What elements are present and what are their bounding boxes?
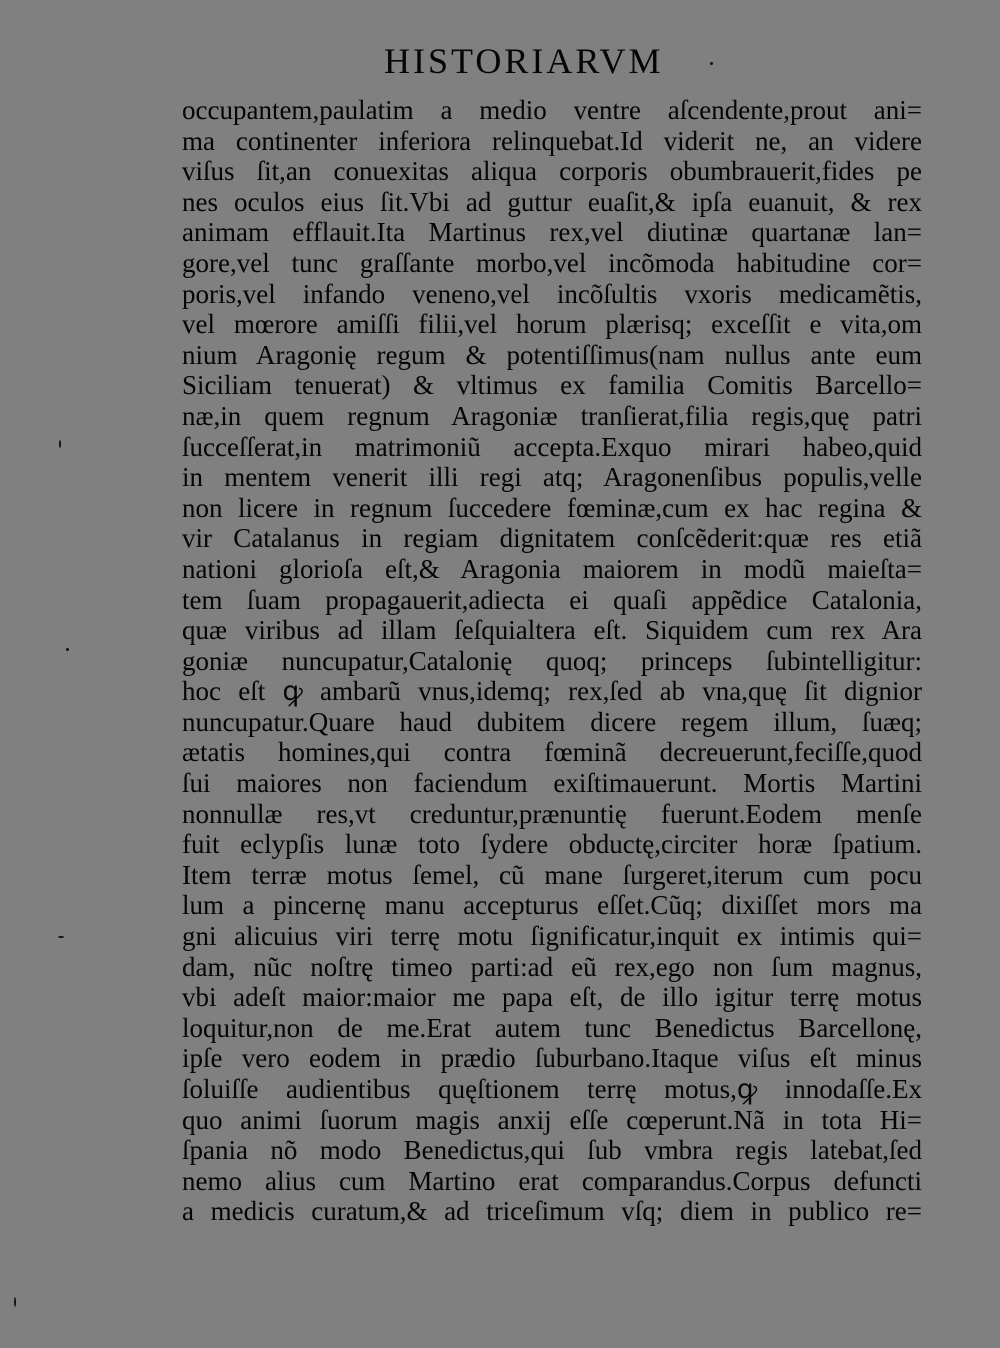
text-line: nuncupatur.Quare haud dubitem dicere regem illum, ſuæq;: [182, 706, 922, 737]
text-line: loquitur,non de me.Erat autem tunc Benedictus Barcellonę,: [182, 1012, 922, 1043]
scan-speck: [58, 936, 64, 938]
text-line: dam, nũc noſtrę timeo parti:ad eũ rex,ego non ſum magnus,: [182, 951, 922, 982]
text-line: a medicis curatum,& ad triceſimum vſq; diem in publico re=: [182, 1196, 922, 1227]
text-line: ma continenter inferiora relinquebat.Id viderit ne, an videre: [182, 125, 922, 156]
text-line: ſoluiſſe audientibus quęſtionem terrę motus,ꝙ innodaſſe.Ex: [182, 1074, 922, 1104]
text-line: vir Catalanus in regiam dignitatem conſcẽderit:quæ res etiã: [182, 523, 922, 554]
text-line: viſus ſit,an conuexitas aliqua corporis obumbrauerit,fides pe: [182, 156, 922, 187]
body-text: [182, 95, 922, 1227]
text-line: lum a pincernę manu accepturus eſſet.Cũq; dixiſſet mors ma: [182, 890, 922, 921]
text-line: Item terræ motus ſemel, cũ mane ſurgeret,iterum cum pocu: [182, 859, 922, 890]
scan-speck: [14, 1297, 16, 1307]
text-line: ſucceſſerat,in matrimoniũ accepta.Exquo mirari habeo,quid: [182, 431, 922, 462]
text-line: goniæ nuncupatur,Catalonię quoq; princeps ſubintelligitur:: [182, 645, 922, 676]
text-line: nationi glorioſa eſt,& Aragonia maiorem in modũ maieſta=: [182, 553, 922, 584]
text-line: nium Aragonię regum & potentiſſimus(nam nullus ante eum: [182, 339, 922, 370]
text-line: quæ viribus ad illam ſeſquialtera eſt. Siquidem cum rex Ara: [182, 615, 922, 646]
text-line: Siciliam tenuerat) & vltimus ex familia Comitis Barcello=: [182, 370, 922, 401]
text-line: ætatis homines,qui contra fœminã decreuerunt,feciſſe,quod: [182, 737, 922, 768]
text-line: tem ſuam propagauerit,adiecta ei quaſi appẽdice Catalonia,: [182, 584, 922, 615]
text-line: vbi adeſt maior:maior me papa eſt, de illo igitur terrę motus: [182, 982, 922, 1013]
scan-speck: [710, 62, 713, 65]
text-line: gni alicuius viri terrę motu ſignificatur,inquit ex intimis qui=: [182, 921, 922, 952]
text-line: nemo alius cum Martino erat comparandus.Corpus defuncti: [182, 1165, 922, 1196]
text-line: poris,vel infando veneno,vel incõſultis vxoris medicamẽtis,: [182, 278, 922, 309]
text-line: næ,in quem regnum Aragoniæ tranſierat,filia regis,quę patri: [182, 400, 922, 431]
text-line: in mentem venerit illi regi atq; Aragonenſibus populis,velle: [182, 462, 922, 493]
text-line: animam efflauit.Ita Martinus rex,vel diutinæ quartanæ lan=: [182, 217, 922, 248]
scan-speck: [59, 440, 61, 448]
text-line: ſpania nõ modo Benedictus,qui ſub vmbra regis latebat,ſed: [182, 1135, 922, 1166]
text-line: ipſe vero eodem in prædio ſuburbano.Itaque viſus eſt minus: [182, 1043, 922, 1074]
text-line: fuit eclypſis lunæ toto ſydere obductę,circiter horæ ſpatium.: [182, 829, 922, 860]
text-line: quo animi ſuorum magis anxij eſſe cœperunt.Nã in tota Hi=: [182, 1104, 922, 1135]
text-line: hoc eſt ꝙ ambarũ vnus,idemq; rex,ſed ab vna,quę ſit dignior: [182, 676, 922, 707]
text-line: gore,vel tunc graſſante morbo,vel incõmoda habitudine cor=: [182, 247, 922, 278]
running-head: HISTORIARVM: [384, 41, 664, 81]
text-line: nes oculos eius ſit.Vbi ad guttur euaſit,& ipſa euanuit, & rex: [182, 186, 922, 217]
text-line: ſui maiores non faciendum exiſtimauerunt. Mortis Martini: [182, 768, 922, 799]
text-line: nonnullæ res,vt creduntur,prænuntię fuerunt.Eodem menſe: [182, 798, 922, 829]
scan-speck: [66, 648, 69, 651]
text-line: occupantem,paulatim a medio ventre aſcendente,prout ani=: [182, 95, 922, 125]
text-line: vel mœrore amiſſi filii,vel horum plærisq; exceſſit e vita,om: [182, 309, 922, 340]
text-line: non licere in regnum ſuccedere fœminæ,cum ex hac regina &: [182, 492, 922, 523]
